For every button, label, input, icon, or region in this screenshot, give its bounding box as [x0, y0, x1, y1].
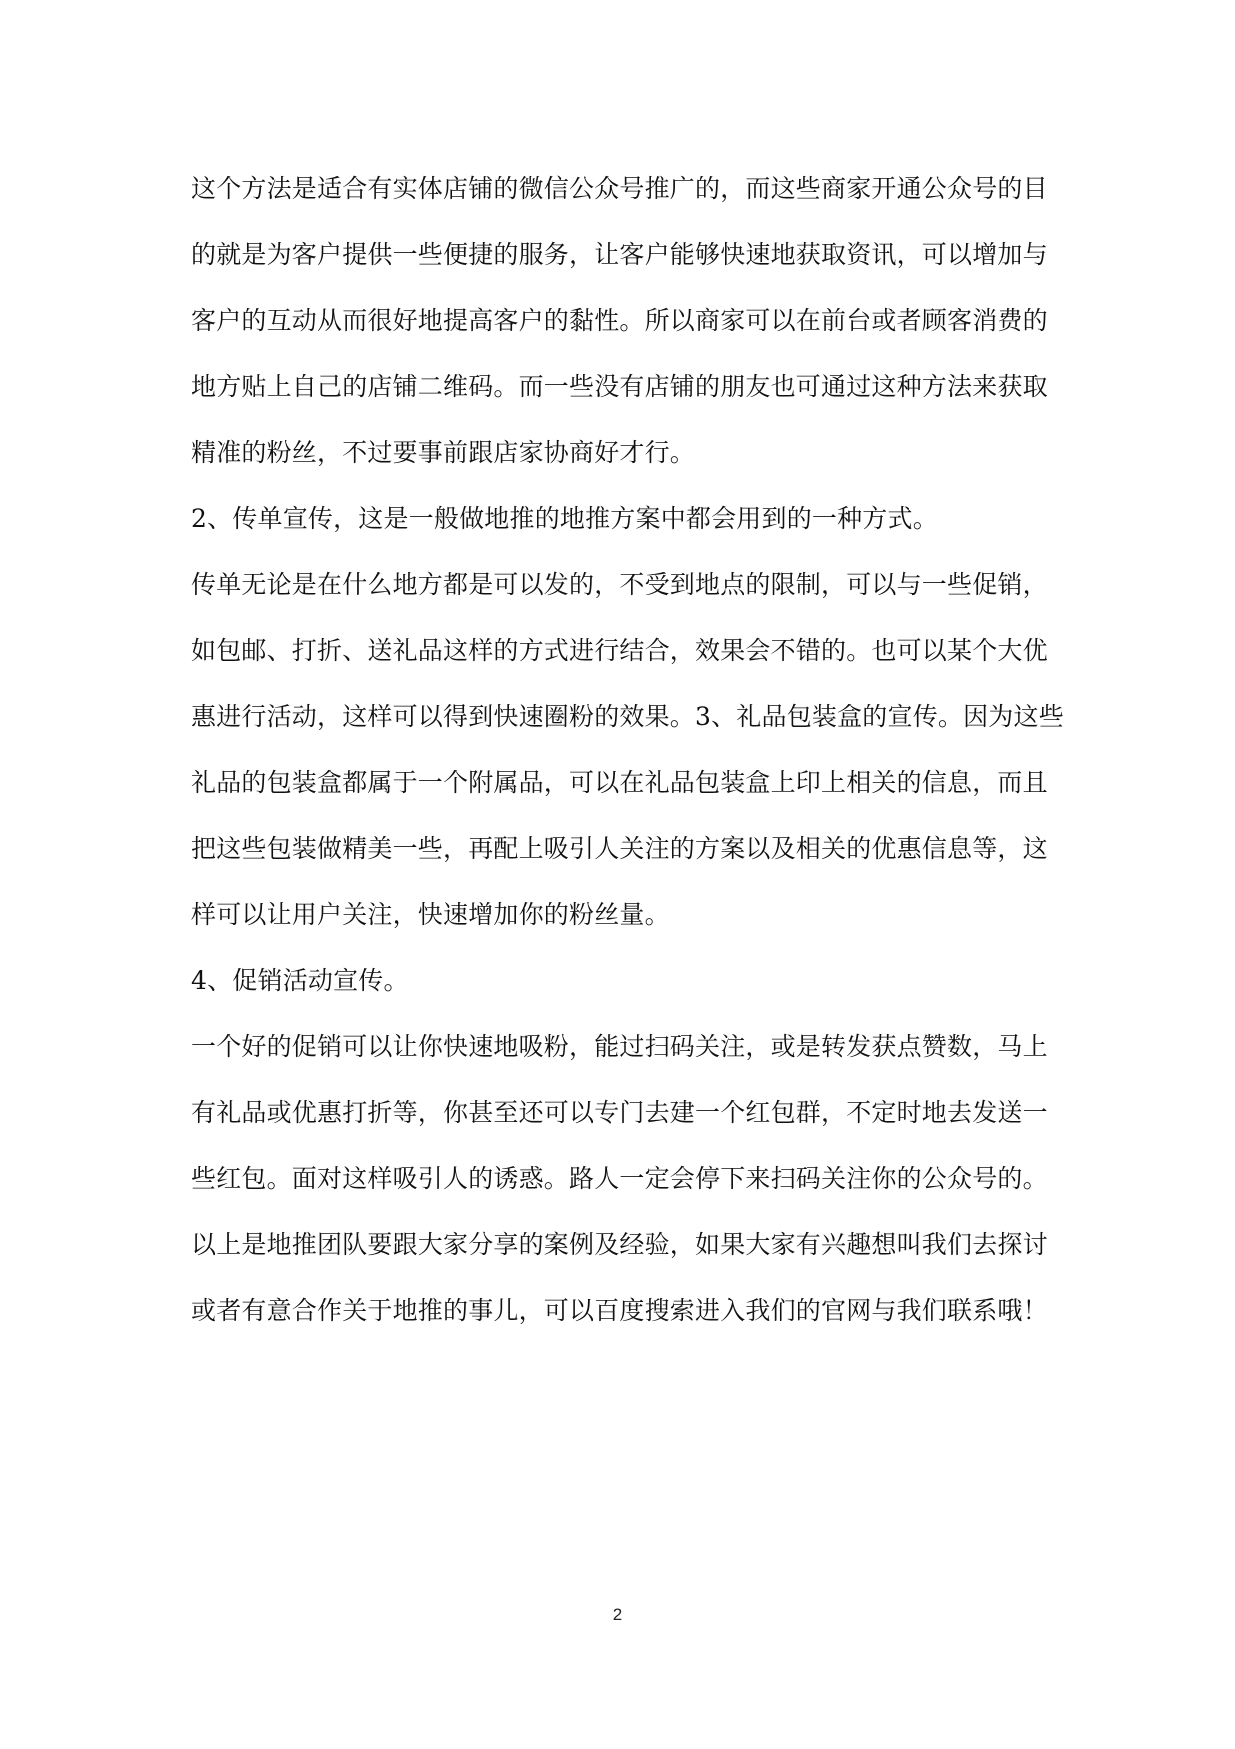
text-line: 如包邮、打折、送礼品这样的方式进行结合，效果会不错的。也可以某个大优	[191, 636, 1048, 665]
text-line: 以上是地推团队要跟大家分享的案例及经验，如果大家有兴趣想叫我们去探讨	[191, 1230, 1048, 1259]
text-line: 些红包。面对这样吸引人的诱惑。路人一定会停下来扫码关注你的公众号的。	[191, 1164, 1048, 1193]
text-line: 有礼品或优惠打折等，你甚至还可以专门去建一个红包群，不定时地去发送一	[191, 1098, 1048, 1127]
text-line: 样可以让用户关注，快速增加你的粉丝量。	[191, 900, 670, 929]
body-text	[191, 156, 1064, 1344]
text-line: 的就是为客户提供一些便捷的服务，让客户能够快速地获取资讯，可以增加与	[191, 240, 1048, 269]
text-line: 礼品的包装盒都属于一个附属品，可以在礼品包装盒上印上相关的信息，而且	[191, 768, 1048, 797]
page-number: 2	[612, 1605, 623, 1624]
text-line: 惠进行活动，这样可以得到快速圈粉的效果。3、礼品包装盒的宣传。因为这些	[191, 702, 1064, 731]
text-line: 精准的粉丝，不过要事前跟店家协商好才行。	[191, 438, 696, 467]
section-heading-line: 4、促销活动宣传。	[191, 966, 409, 995]
text-line: 传单无论是在什么地方都是可以发的，不受到地点的限制，可以与一些促销，	[191, 570, 1048, 599]
text-line: 这个方法是适合有实体店铺的微信公众号推广的，而这些商家开通公众号的目	[191, 174, 1048, 203]
section-heading-line: 2、传单宣传，这是一般做地推的地推方案中都会用到的一种方式。	[191, 504, 938, 533]
text-line: 把这些包装做精美一些，再配上吸引人关注的方案以及相关的优惠信息等，这	[191, 834, 1048, 863]
text-line: 客户的互动从而很好地提高客户的黏性。所以商家可以在前台或者顾客消费的	[191, 306, 1048, 335]
text-line: 地方贴上自己的店铺二维码。而一些没有店铺的朋友也可通过这种方法来获取	[191, 372, 1048, 401]
text-line: 一个好的促销可以让你快速地吸粉，能过扫码关注，或是转发获点赞数，马上	[191, 1032, 1048, 1061]
text-line: 或者有意合作关于地推的事儿，可以百度搜索进入我们的官网与我们联系哦！	[191, 1296, 1048, 1325]
